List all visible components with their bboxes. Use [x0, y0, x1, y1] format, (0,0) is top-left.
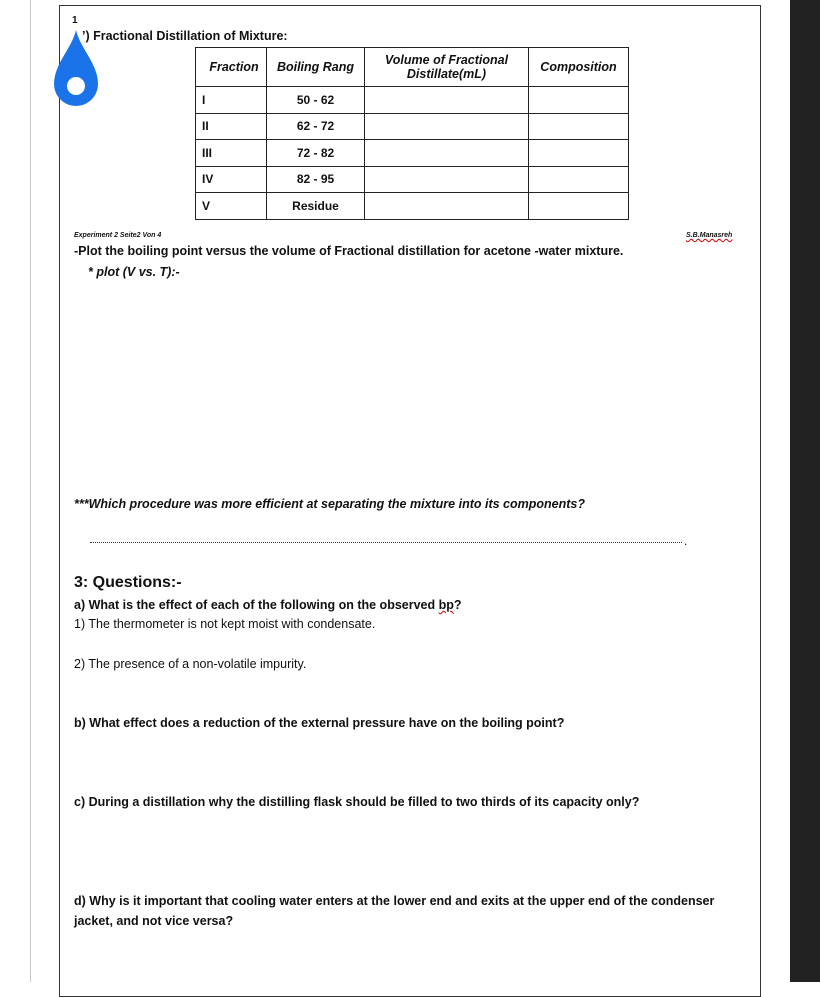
cell-composition[interactable]	[529, 193, 629, 220]
question-a1: 1) The thermometer is not kept moist with condensate.	[74, 617, 376, 631]
question-a-text: a) What is the effect of each of the following on the observed	[74, 598, 439, 612]
cell-volume[interactable]	[365, 166, 529, 193]
answer-line-end: .	[684, 534, 688, 548]
fraction-table	[195, 47, 629, 220]
cell-boiling: 62 - 72	[267, 113, 365, 140]
question-b: b) What effect does a reduction of the external pressure have on the boiling point?	[74, 716, 565, 730]
question-d-line2: jacket, and not vice versa?	[74, 914, 234, 928]
table-row	[196, 140, 629, 167]
header-composition: Composition	[529, 48, 629, 87]
table-row	[196, 166, 629, 193]
answer-line[interactable]	[90, 536, 682, 543]
question-c: c) During a distillation why the distilling flask should be filled to two thirds of its capacity only?	[74, 795, 640, 809]
cell-fraction: II	[196, 113, 267, 140]
cell-composition[interactable]	[529, 166, 629, 193]
cell-boiling: 72 - 82	[267, 140, 365, 167]
cell-fraction: V	[196, 193, 267, 220]
cell-volume[interactable]	[365, 140, 529, 167]
header-fraction: Fraction	[196, 48, 267, 87]
header-volume: Volume of Fractional Distillate(mL)	[365, 48, 529, 87]
cell-fraction: III	[196, 140, 267, 167]
top-mark: 1	[72, 15, 78, 26]
cell-composition[interactable]	[529, 87, 629, 114]
questions-heading: 3: Questions:-	[74, 574, 182, 591]
table-row	[196, 113, 629, 140]
cell-fraction: I	[196, 87, 267, 114]
cell-volume[interactable]	[365, 87, 529, 114]
header-boiling: Boiling Rang	[267, 48, 365, 87]
efficiency-question: ***Which procedure was more efficient at separating the mixture into its components?	[74, 497, 585, 511]
table-row	[196, 193, 629, 220]
cell-boiling: 50 - 62	[267, 87, 365, 114]
question-a	[74, 598, 462, 612]
cell-volume[interactable]	[365, 193, 529, 220]
right-dark-edge	[790, 0, 820, 982]
section-title: ’) Fractional Distillation of Mixture:	[82, 29, 288, 43]
question-a2: 2) The presence of a non-volatile impurity.	[74, 657, 307, 671]
cell-boiling: Residue	[267, 193, 365, 220]
table-row	[196, 87, 629, 114]
question-a-end: ?	[453, 598, 462, 612]
left-margin	[0, 0, 31, 982]
author-label: S.B.Manasreh	[686, 232, 733, 239]
plot-label: * plot (V vs. T):-	[88, 265, 180, 279]
cell-boiling: 82 - 95	[267, 166, 365, 193]
question-a-word: bp	[438, 598, 454, 612]
cell-composition[interactable]	[529, 113, 629, 140]
cell-composition[interactable]	[529, 140, 629, 167]
cell-volume[interactable]	[365, 113, 529, 140]
plot-instruction: -Plot the boiling point versus the volume of Fractional distillation for acetone -water mixture.	[74, 244, 624, 258]
cell-fraction: IV	[196, 166, 267, 193]
table-header-row	[196, 48, 629, 87]
question-d-line1: d) Why is it important that cooling water enters at the lower end and exits at the upper end of the condenser	[74, 894, 715, 908]
experiment-label: Experiment 2 Seite2 Von 4	[74, 232, 162, 239]
